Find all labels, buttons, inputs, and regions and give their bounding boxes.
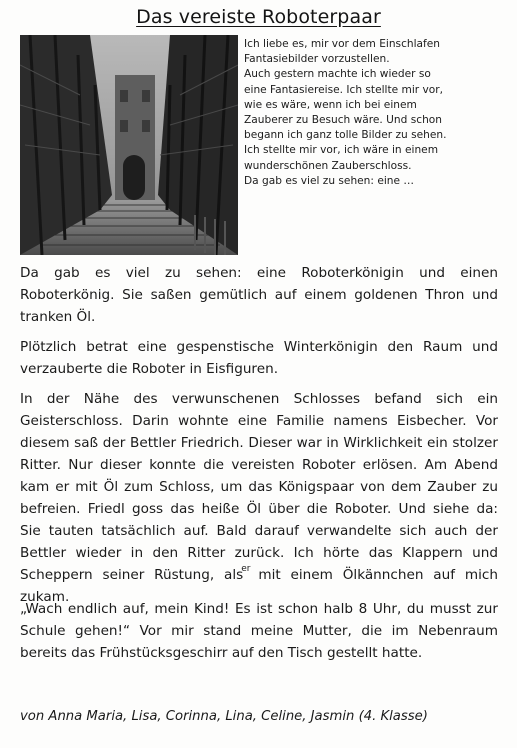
story-title: Das vereiste Roboterpaar bbox=[136, 6, 381, 28]
castle-avenue-image bbox=[20, 35, 238, 255]
paragraph-1 bbox=[20, 262, 498, 328]
castle-avenue-photo bbox=[20, 35, 238, 255]
paragraph-3 bbox=[20, 388, 498, 608]
intro-text bbox=[244, 37, 512, 189]
intro-line: begann ich ganz tolle Bilder zu sehen. bbox=[244, 129, 447, 142]
paragraph-2 bbox=[20, 336, 498, 380]
paragraph-line: diesem saß der Bettler Friedrich. Dieser war in Wirklichkeit ein stolzer bbox=[20, 435, 498, 451]
handwritten-insertion: er bbox=[241, 564, 251, 574]
intro-line: Ich stellte mir vor, ich wäre in einem bbox=[244, 144, 439, 157]
paragraph-line: Sie tauten tatsächlich auf. Bald darauf verwandelte sich auch der bbox=[20, 523, 498, 539]
paragraph-line: In der Nähe des verwunschenen Schlosses befand sich ein bbox=[20, 391, 498, 407]
paragraph-line: tranken Öl. bbox=[20, 309, 96, 325]
intro-line: Fantasiebilder vorzustellen. bbox=[244, 53, 390, 66]
intro-line: wunderschönen Zauberschloss. bbox=[244, 159, 412, 172]
line-text-after: mit einem Ölkännchen auf mich bbox=[248, 567, 498, 583]
paragraph-line: verzauberte die Roboter in Eisfiguren. bbox=[20, 361, 279, 377]
intro-line: wie es wäre, wenn ich bei einem bbox=[244, 98, 417, 111]
paragraph-line: Da gab es viel zu sehen: eine Roboterkönigin und einen bbox=[20, 265, 498, 281]
paragraph-line: Roboterkönig. Sie saßen gemütlich auf einem goldenen Thron und bbox=[20, 287, 498, 303]
paragraph-line: Schule gehen!“ Vor mir stand meine Mutter, die im Nebenraum bbox=[20, 623, 498, 639]
paragraph-line: bereits das Frühstücksgeschirr auf den Tisch gestellt hatte. bbox=[20, 645, 423, 661]
line-text-before: Scheppern seiner Rüstung, als bbox=[20, 567, 244, 583]
paragraph-line: Bettler wieder in den Ritter zurück. Ich hörte das Klappern und bbox=[20, 545, 498, 561]
paragraph-4 bbox=[20, 598, 498, 664]
paragraph-line: Geisterschloss. Darin wohnte eine Familie namens Eisbecher. Vor bbox=[20, 413, 498, 429]
paragraph-line: Plötzlich betrat eine gespenstische Winterkönigin den Raum und bbox=[20, 339, 498, 355]
paragraph-line-with-insertion bbox=[20, 564, 498, 586]
paragraph-line: „Wach endlich auf, mein Kind! Es ist schon halb 8 Uhr, du musst zur bbox=[20, 601, 498, 617]
paragraph-line: befreien. Friedl goss das heiße Öl über die Roboter. Und siehe da: bbox=[20, 501, 498, 517]
intro-line: Auch gestern machte ich wieder so bbox=[244, 68, 431, 81]
intro-line: Da gab es viel zu sehen: eine … bbox=[244, 174, 414, 187]
paragraph-line: kam er mit Öl zum Schloss, um das Königspaar von dem Zauber zu bbox=[20, 479, 498, 495]
intro-line: Zauberer zu Besuch wäre. Und schon bbox=[244, 114, 442, 127]
intro-line: Ich liebe es, mir vor dem Einschlafen bbox=[244, 38, 441, 50]
author-credit: von Anna Maria, Lisa, Corinna, Lina, Celine, Jasmin (4. Klasse) bbox=[20, 709, 428, 724]
paragraph-line: Ritter. Nur dieser konnte die vereisten Roboter erlösen. Am Abend bbox=[20, 457, 498, 473]
intro-line: eine Fantasiereise. Ich stellte mir vor, bbox=[244, 83, 443, 96]
paragraph-line: zukam. bbox=[20, 589, 70, 605]
